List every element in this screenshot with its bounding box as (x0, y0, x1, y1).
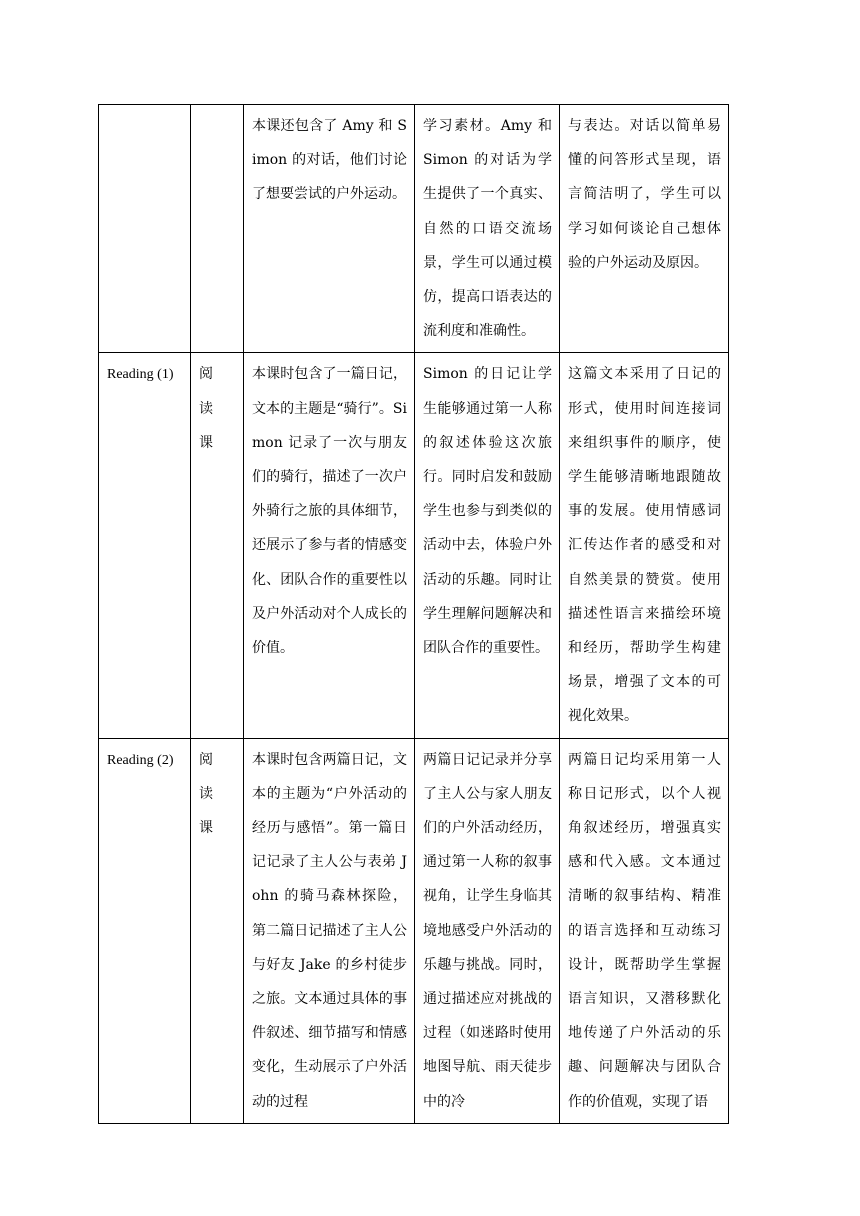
lesson-cell: Reading (1) (99, 353, 191, 738)
lesson-type-cell (191, 105, 244, 353)
features-cell: 与表达。对话以简单易懂的问答形式呈现，语言简洁明了，学生可以学习如何谈论自己想体验的户外运动及原因。 (560, 105, 729, 353)
features-cell: 这篇文本采用了日记的形式，使用时间连接词来组织事件的顺序，使学生能够清晰地跟随故事的发展。使用情感词汇传达作者的感受和对自然美景的赞赏。使用描述性语言来描绘环境和经历，帮助学生构建场景，增强了文本的可视化效果。 (560, 353, 729, 738)
lesson-analysis-table (98, 104, 729, 1124)
value-cell: Simon 的日记让学生能够通过第一人称的叙述体验这次旅行。同时启发和鼓励学生也参与到类似的活动中去，体验户外活动的乐趣。同时让学生理解问题解决和团队合作的重要性。 (415, 353, 560, 738)
value-cell: 学习素材。Amy 和 Simon 的对话为学生提供了一个真实、自然的口语交流场景，学生可以通过模仿，提高口语表达的流利度和准确性。 (415, 105, 560, 353)
content-cell: 本课时包含两篇日记，文本的主题为“户外活动的经历与感悟”。第一篇日记记录了主人公与表弟 John 的骑马森林探险，第二篇日记描述了主人公与好友 Jake 的乡村徒步之旅。文本通过具体的事件叙述、细节描写和情感变化，生动展示了户外活动的过程 (244, 738, 415, 1123)
table-row (99, 353, 729, 738)
lesson-cell: Reading (2) (99, 738, 191, 1123)
table-row (99, 738, 729, 1123)
lesson-cell (99, 105, 191, 353)
content-cell: 本课还包含了 Amy 和 Simon 的对话，他们讨论了想要尝试的户外运动。 (244, 105, 415, 353)
lesson-type-cell: 阅读课 (191, 738, 244, 1123)
lesson-type-cell: 阅读课 (191, 353, 244, 738)
content-cell: 本课时包含了一篇日记，文本的主题是“骑行”。Simon 记录了一次与朋友们的骑行，描述了一次户外骑行之旅的具体细节，还展示了参与者的情感变化、团队合作的重要性以及户外活动对个人成长的价值。 (244, 353, 415, 738)
value-cell: 两篇日记记录并分享了主人公与家人朋友们的户外活动经历，通过第一人称的叙事视角，让学生身临其境地感受户外活动的乐趣与挑战。同时，通过描述应对挑战的过程（如迷路时使用地图导航、雨天徒步中的冷 (415, 738, 560, 1123)
table-row (99, 105, 729, 353)
features-cell: 两篇日记均采用第一人称日记形式，以个人视角叙述经历，增强真实感和代入感。文本通过清晰的叙事结构、精准的语言选择和互动练习设计，既帮助学生掌握语言知识，又潜移默化地传递了户外活动的乐趣、问题解决与团队合作的价值观，实现了语 (560, 738, 729, 1123)
